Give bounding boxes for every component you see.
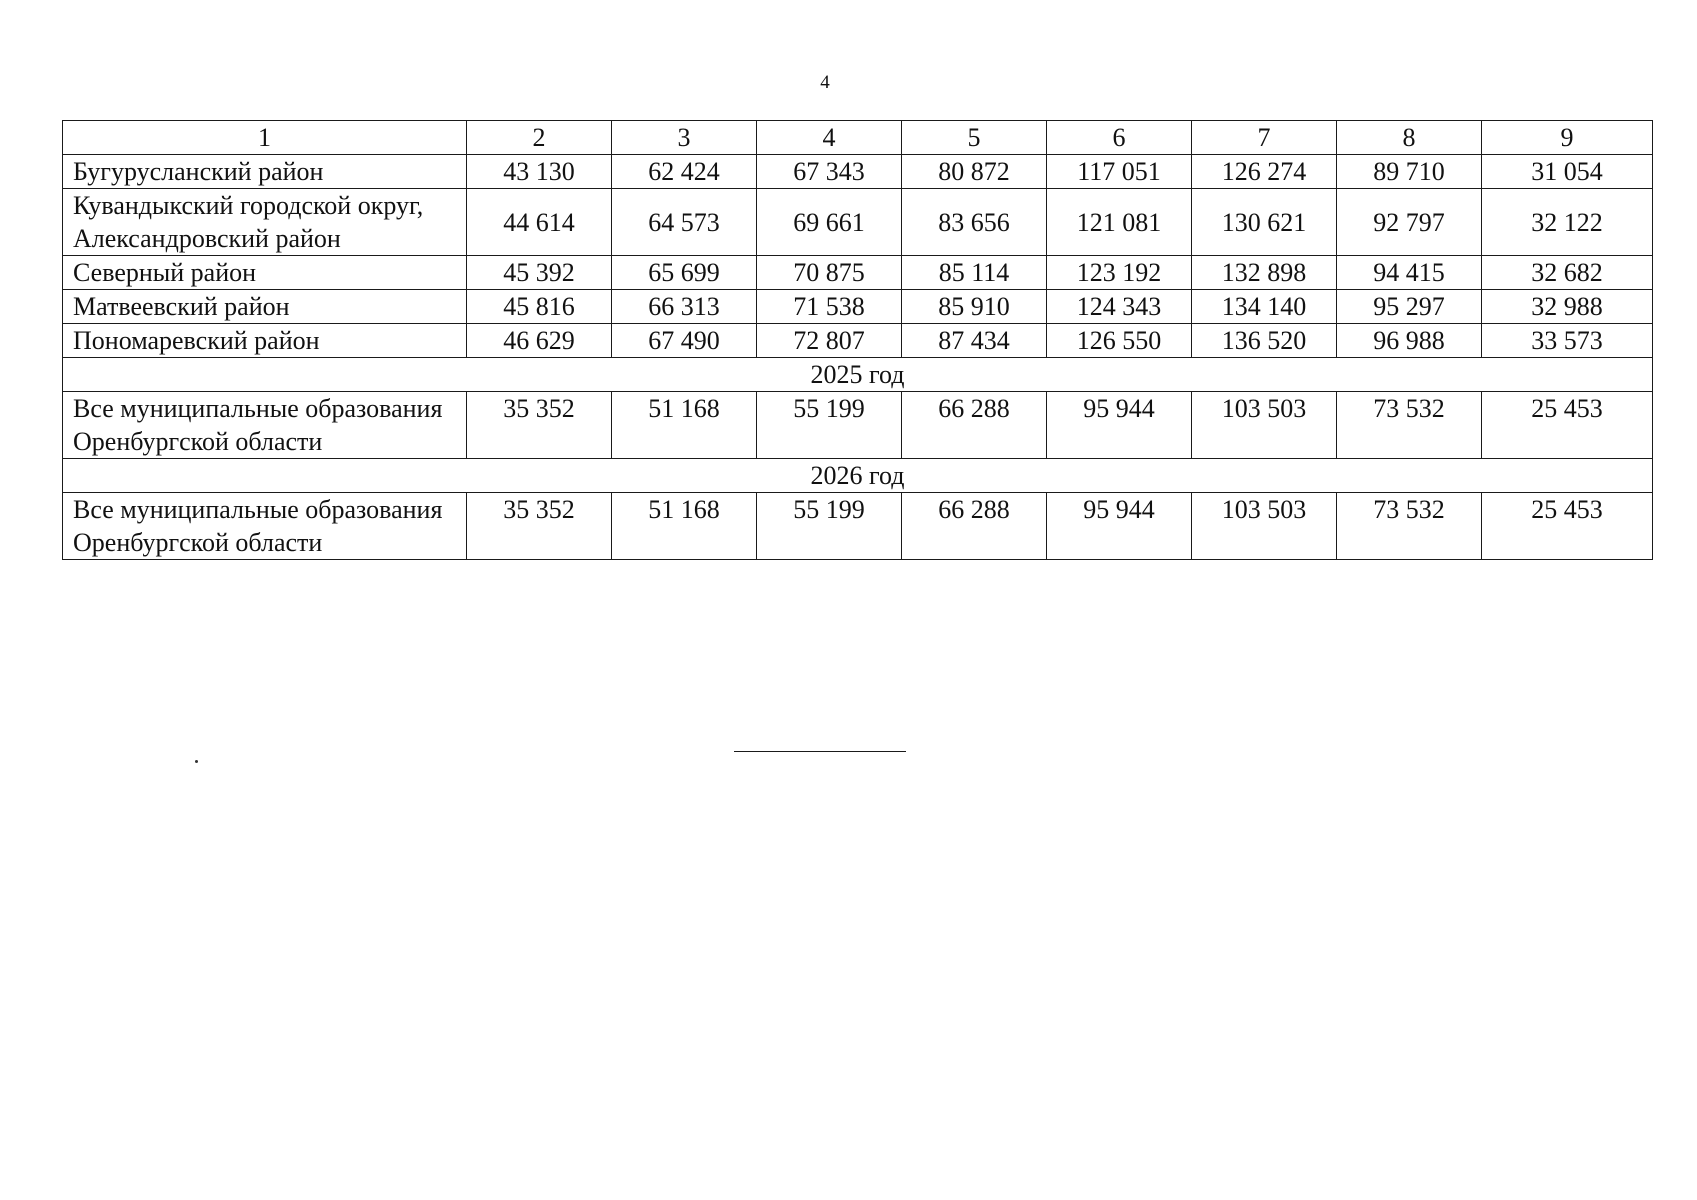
value-cell: 51 168 (612, 493, 757, 560)
value-cell: 130 621 (1192, 189, 1337, 256)
table-body (63, 121, 1653, 560)
value-cell: 83 656 (902, 189, 1047, 256)
value-cell: 67 490 (612, 324, 757, 358)
value-cell: 73 532 (1337, 392, 1482, 459)
value-cell: 66 288 (902, 493, 1047, 560)
data-table (62, 120, 1653, 560)
value-cell: 65 699 (612, 256, 757, 290)
year-row (63, 459, 1653, 493)
value-cell: 35 352 (467, 392, 612, 459)
value-cell: 103 503 (1192, 493, 1337, 560)
value-cell: 31 054 (1482, 155, 1653, 189)
value-cell: 32 682 (1482, 256, 1653, 290)
value-cell: 70 875 (757, 256, 902, 290)
value-cell: 32 988 (1482, 290, 1653, 324)
row-name-cell: Северный район (63, 256, 467, 290)
column-header: 8 (1337, 121, 1482, 155)
table-row (63, 189, 1653, 256)
value-cell: 44 614 (467, 189, 612, 256)
page-number: 4 (820, 72, 830, 93)
value-cell: 35 352 (467, 493, 612, 560)
value-cell: 85 910 (902, 290, 1047, 324)
value-cell: 46 629 (467, 324, 612, 358)
column-header: 5 (902, 121, 1047, 155)
value-cell: 25 453 (1482, 493, 1653, 560)
column-header: 6 (1047, 121, 1192, 155)
value-cell: 45 392 (467, 256, 612, 290)
value-cell: 132 898 (1192, 256, 1337, 290)
value-cell: 103 503 (1192, 392, 1337, 459)
value-cell: 121 081 (1047, 189, 1192, 256)
value-cell: 136 520 (1192, 324, 1337, 358)
value-cell: 72 807 (757, 324, 902, 358)
value-cell: 66 313 (612, 290, 757, 324)
value-cell: 73 532 (1337, 493, 1482, 560)
value-cell: 64 573 (612, 189, 757, 256)
value-cell: 43 130 (467, 155, 612, 189)
value-cell: 96 988 (1337, 324, 1482, 358)
column-header: 4 (757, 121, 902, 155)
row-name-cell: Все муниципальные образования Оренбургской области (63, 493, 467, 560)
value-cell: 66 288 (902, 392, 1047, 459)
value-cell: 117 051 (1047, 155, 1192, 189)
value-cell: 62 424 (612, 155, 757, 189)
row-name-cell: Матвеевский район (63, 290, 467, 324)
table-row (63, 392, 1653, 459)
column-header: 2 (467, 121, 612, 155)
value-cell: 80 872 (902, 155, 1047, 189)
year-heading: 2025 год (63, 358, 1653, 392)
stray-dot (195, 760, 198, 763)
table-row (63, 256, 1653, 290)
value-cell: 69 661 (757, 189, 902, 256)
value-cell: 25 453 (1482, 392, 1653, 459)
value-cell: 126 550 (1047, 324, 1192, 358)
row-name-cell: Кувандыкский городской округ, Александровский район (63, 189, 467, 256)
year-row (63, 358, 1653, 392)
value-cell: 95 297 (1337, 290, 1482, 324)
value-cell: 95 944 (1047, 493, 1192, 560)
value-cell: 123 192 (1047, 256, 1192, 290)
table-row (63, 493, 1653, 560)
value-cell: 45 816 (467, 290, 612, 324)
table-row (63, 324, 1653, 358)
column-header: 3 (612, 121, 757, 155)
value-cell: 33 573 (1482, 324, 1653, 358)
row-name-cell: Бугурусланский район (63, 155, 467, 189)
year-heading: 2026 год (63, 459, 1653, 493)
value-cell: 95 944 (1047, 392, 1192, 459)
column-header: 1 (63, 121, 467, 155)
value-cell: 55 199 (757, 392, 902, 459)
value-cell: 124 343 (1047, 290, 1192, 324)
value-cell: 51 168 (612, 392, 757, 459)
value-cell: 32 122 (1482, 189, 1653, 256)
table-row (63, 290, 1653, 324)
column-header: 9 (1482, 121, 1653, 155)
value-cell: 89 710 (1337, 155, 1482, 189)
value-cell: 85 114 (902, 256, 1047, 290)
value-cell: 55 199 (757, 493, 902, 560)
row-name-cell: Все муниципальные образования Оренбургской области (63, 392, 467, 459)
value-cell: 71 538 (757, 290, 902, 324)
column-header: 7 (1192, 121, 1337, 155)
value-cell: 87 434 (902, 324, 1047, 358)
table-row (63, 155, 1653, 189)
separator-line (734, 751, 906, 752)
value-cell: 92 797 (1337, 189, 1482, 256)
value-cell: 67 343 (757, 155, 902, 189)
row-name-cell: Пономаревский район (63, 324, 467, 358)
value-cell: 94 415 (1337, 256, 1482, 290)
value-cell: 126 274 (1192, 155, 1337, 189)
value-cell: 134 140 (1192, 290, 1337, 324)
header-row (63, 121, 1653, 155)
